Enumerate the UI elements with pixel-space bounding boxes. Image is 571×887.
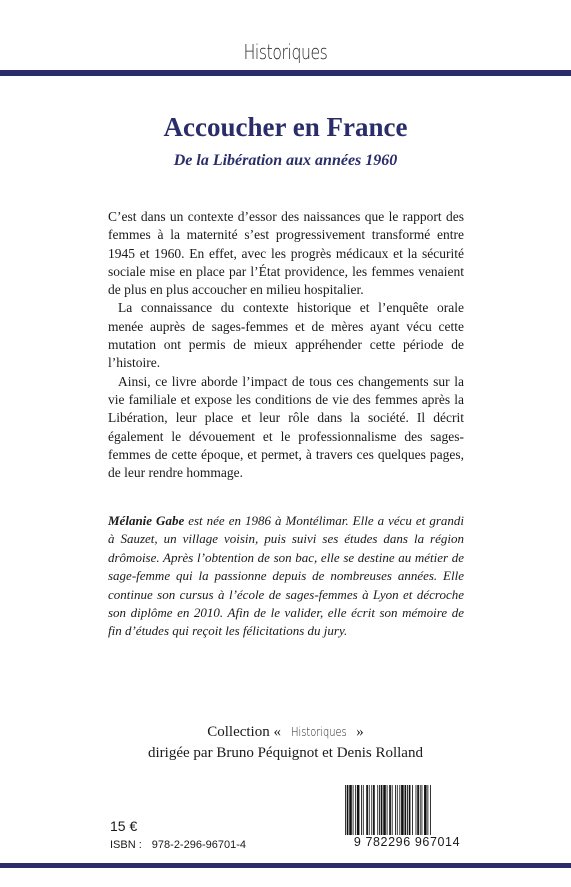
author-name: Mélanie Gabe (108, 513, 185, 528)
isbn (110, 839, 246, 851)
bottom-divider-band (0, 863, 571, 868)
price: 15 € (110, 818, 138, 834)
collection-directors: dirigée par Bruno Péquignot et Denis Rolland (148, 745, 423, 761)
synopsis (108, 208, 464, 482)
barcode-digits: 9 782296 967014 (338, 835, 476, 849)
book-subtitle: De la Libération aux années 1960 (173, 152, 398, 169)
author-bio-text: est née en 1986 à Montélimar. Elle a vécu et grandi à Sauzet, un village voisin, puis suivi ses études dans la région drômoise. Après l’obtention de son bac, elle se destine au métier de sage-femme qui la passionne depuis de nombreuses années. Elle continue son cursus à l’école de sages-femmes à Lyon et décroche son diplôme en 2010. Afin de le valider, elle écrit son mémoire de fin d’études qui reçoit les félicitations du jury. (108, 513, 464, 639)
top-divider-band (0, 70, 571, 76)
book-title: Accoucher en France (163, 112, 408, 142)
isbn-label: ISBN : (110, 839, 142, 851)
synopsis-paragraph-3: Ainsi, ce livre aborde l’impact de tous ces changements sur la vie familiale et expose les conditions de vie des femmes après la Libération, leur place et leur rôle dans la société. Il décrit également le dévouement et le professionnalisme des sages-femmes de cette époque, et permet, à travers ces quelques pages, de leur rendre hommage. (108, 373, 464, 481)
synopsis-paragraph-1: C’est dans un contexte d’essor des naissances que le rapport des femmes à la maternité s’est progressivement transformé entre 1945 et 1960. En effet, avec les progrès médicaux et la sécurité sociale mise en place par l’État providence, les femmes venaient de plus en plus accoucher en milieu hospitalier. (108, 209, 464, 298)
series-header: Historiques (243, 40, 328, 64)
collection-prefix: Collection « (207, 724, 285, 740)
isbn-value: 978-2-296-96701-4 (151, 839, 246, 851)
collection-line (0, 722, 571, 743)
collection-info (0, 722, 571, 764)
author-bio (108, 512, 464, 641)
collection-series-name: Historiques (290, 725, 347, 739)
collection-suffix: » (352, 724, 364, 740)
synopsis-paragraph-2: La connaissance du contexte historique et l’enquête orale menée auprès de sages-femmes et de mères ayant vécu cette mutation ont permis de mieux appréhender cette période de l’histoire. (108, 300, 464, 371)
